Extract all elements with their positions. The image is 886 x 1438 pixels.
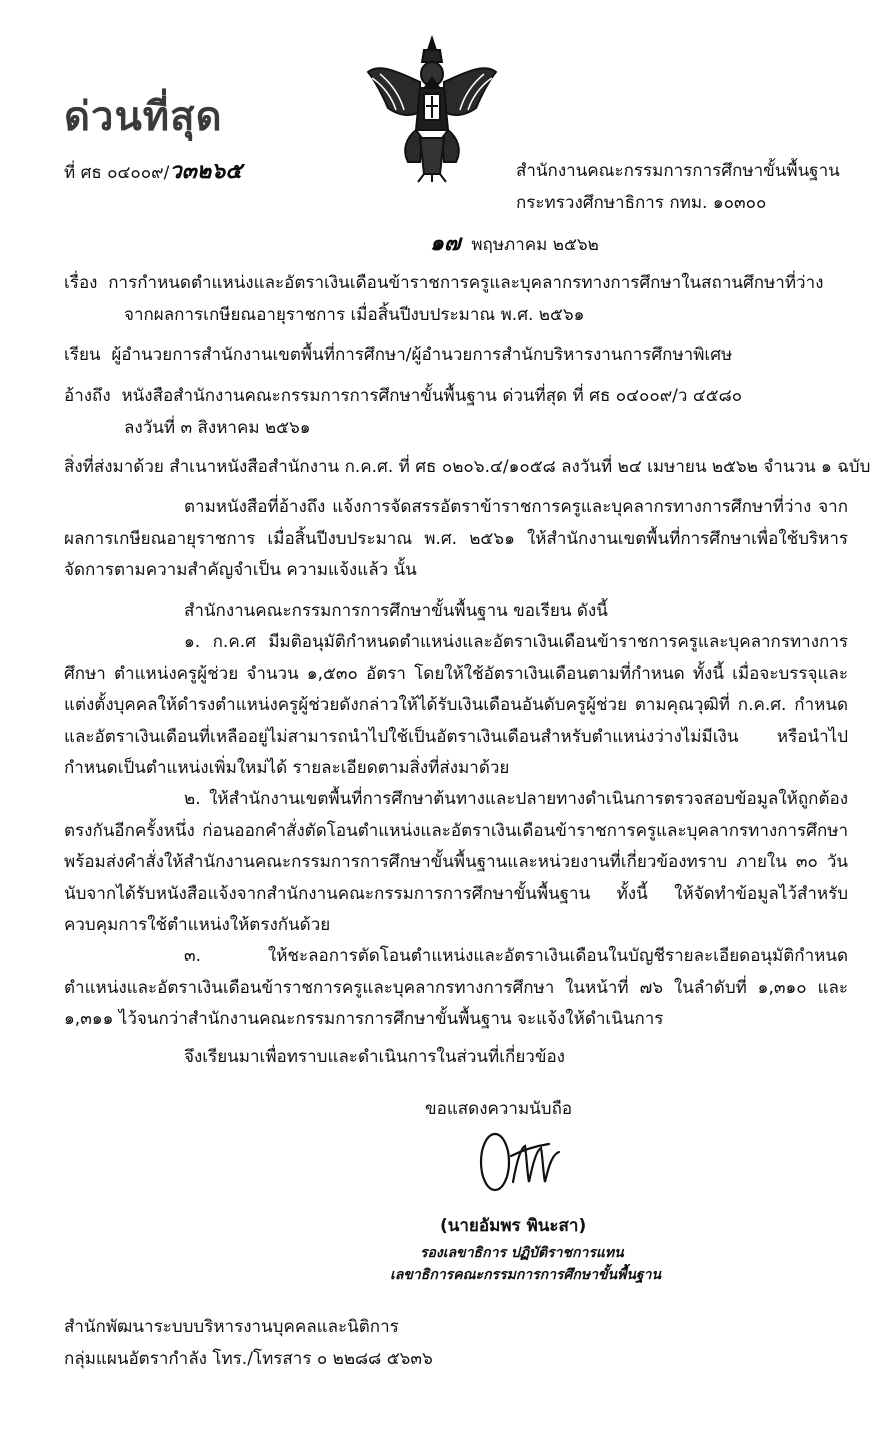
issuing-organization: สำนักงานคณะกรรมการการศึกษาขั้นพื้นฐาน: [516, 161, 840, 181]
body-paragraph-2: สำนักงานคณะกรรมการการศึกษาขั้นพื้นฐาน ขอเรียน ดังนี้: [184, 601, 608, 621]
body-item-2: ๒. ให้สำนักงานเขตพื้นที่การศึกษาต้นทางและปลายทางดำเนินการตรวจสอบข้อมูลให้ถูกต้องตรงกันอีกครั้งหนึ่ง ก่อนออกคำสั่งตัดโอนตำแหน่งและอัตราเงินเดือนข้าราชการครูและบุคลากรทางการศึกษาพร้อมส่งคำสั่งให้สำนักงานคณะกรรมการการศึกษาขั้นพื้นฐานและหน่วยงานที่เกี่ยวข้องทราบ ภายใน ๓๐ วัน นับจากได้รับหนังสือแจ้งจากสำนักงานคณะกรรมการการศึกษาขั้นพื้นฐาน ทั้งนี้ ให้จัดทำข้อมูลไว้สำหรับควบคุมการใช้ตำแหน่งให้ตรงกันด้วย: [64, 789, 848, 935]
date-day-handwritten: ๑๗: [430, 230, 461, 256]
signatory-title-1: รองเลขาธิการ ปฏิบัติราชการแทน: [420, 1245, 624, 1261]
reference-label: อ้างถึง: [64, 386, 111, 406]
reference-text-2: ลงวันที่ ๓ สิงหาคม ๒๕๖๑: [124, 418, 311, 438]
reference-text-1: หนังสือสำนักงานคณะกรรมการการศึกษาขั้นพื้นฐาน ด่วนที่สุด ที่ ศธ ๐๔๐๐๙/ว ๔๕๘๐: [121, 386, 743, 406]
subject-label: เรื่อง: [64, 273, 98, 293]
document-number-prefix: ที่ ศธ ๐๔๐๐๙/: [64, 163, 170, 183]
addressee-label: เรียน: [64, 345, 101, 365]
signature-salutation: ขอแสดงความนับถือ: [425, 1099, 573, 1119]
document-number: [64, 160, 242, 185]
document-date: [430, 232, 599, 257]
signatory-title-2: เลขาธิการคณะกรรมการการศึกษาขั้นพื้นฐาน: [390, 1267, 662, 1283]
date-month-year: พฤษภาคม ๒๕๖๒: [471, 235, 599, 255]
footer-department: สำนักพัฒนาระบบบริหารงานบุคคลและนิติการ: [64, 1317, 399, 1337]
addressee-text: ผู้อำนวยการสำนักงานเขตพื้นที่การศึกษา/ผู้อำนวยการสำนักบริหารงานการศึกษาพิเศษ: [111, 345, 733, 365]
enclosure-line: สิ่งที่ส่งมาด้วย สำเนาหนังสือสำนักงาน ก.ค.ศ. ที่ ศธ ๐๒๐๖.๔/๑๐๕๘ ลงวันที่ ๒๔ เมษายน ๒๕๖๒ จำนวน ๑ ฉบับ: [64, 457, 871, 477]
body-closing: จึงเรียนมาเพื่อทราบและดำเนินการในส่วนที่เกี่ยวข้อง: [184, 1047, 565, 1067]
subject-text-1: การกำหนดตำแหน่งและอัตราเงินเดือนข้าราชการครูและบุคลากรทางการศึกษาในสถานศึกษาที่ว่าง: [108, 273, 824, 293]
garuda-emblem-icon: [362, 34, 502, 184]
footer-contact: กลุ่มแผนอัตรากำลัง โทร./โทรสาร ๐ ๒๒๘๘ ๕๖๓๖: [64, 1349, 433, 1369]
reference-line-1: [64, 385, 742, 408]
body-item-1: ๑. ก.ค.ศ มีมติอนุมัติกำหนดตำแหน่งและอัตราเงินเดือนข้าราชการครูและบุคลากรทางการศึกษา ตำแหน่งครูผู้ช่วย จำนวน ๑,๕๓๐ อัตรา โดยให้ใช้อัตราเงินเดือนตามที่กำหนด ทั้งนี้ เมื่อจะบรรจุและแต่งตั้งบุคคลให้ดำรงตำแหน่งครูผู้ช่วยดังกล่าวให้ได้รับเงินเดือนอันดับครูผู้ช่วย ตามคุณวุฒิที่ ก.ค.ศ. กำหนด และอัตราเงินเดือนที่เหลืออยู่ไม่สามารถนำไปใช้เป็นอัตราเงินเดือนสำหรับตำแหน่งว่างไม่มีเงิน หรือนำไปกำหนดเป็นตำแหน่งเพิ่มใหม่ได้ รายละเอียดตามสิ่งที่ส่งมาด้วย: [64, 632, 848, 778]
document-number-handwritten: ว๓๒๖๕: [169, 158, 242, 184]
body-item-3: ๓. ให้ชะลอการตัดโอนตำแหน่งและอัตราเงินเดือนในบัญชีรายละเอียดอนุมัติกำหนดตำแหน่งและอัตราเงินเดือนข้าราชการครูและบุคลากรทางการศึกษา ในหน้าที่ ๗๖ ในลำดับที่ ๑,๓๑๐ และ ๑,๓๑๑ ไว้จนกว่าสำนักงานคณะกรรมการการศึกษาขั้นพื้นฐาน จะแจ้งให้ดำเนินการ: [64, 946, 848, 1029]
subject-text-2: จากผลการเกษียณอายุราชการ เมื่อสิ้นปีงบประมาณ พ.ศ. ๒๕๖๑: [124, 305, 585, 325]
addressee-line: [64, 344, 732, 367]
handwritten-signature-icon: [475, 1126, 565, 1196]
urgency-stamp: ด่วนที่สุด: [64, 94, 223, 140]
issuing-address: กระทรวงศึกษาธิการ กทม. ๑๐๓๐๐: [516, 193, 767, 213]
signatory-name: (นายอัมพร พินะสา): [440, 1216, 587, 1236]
subject-line-1: [64, 272, 823, 295]
body-paragraph-1: ตามหนังสือที่อ้างถึง แจ้งการจัดสรรอัตราข้าราชการครูและบุคลากรทางการศึกษาที่ว่าง จากผลการเกษียณอายุราชการ เมื่อสิ้นปีงบประมาณ พ.ศ. ๒๕๖๑ ให้สำนักงานเขตพื้นที่การศึกษาเพื่อใช้บริหารจัดการตามความสำคัญจำเป็น ความแจ้งแล้ว นั้น: [64, 497, 848, 580]
